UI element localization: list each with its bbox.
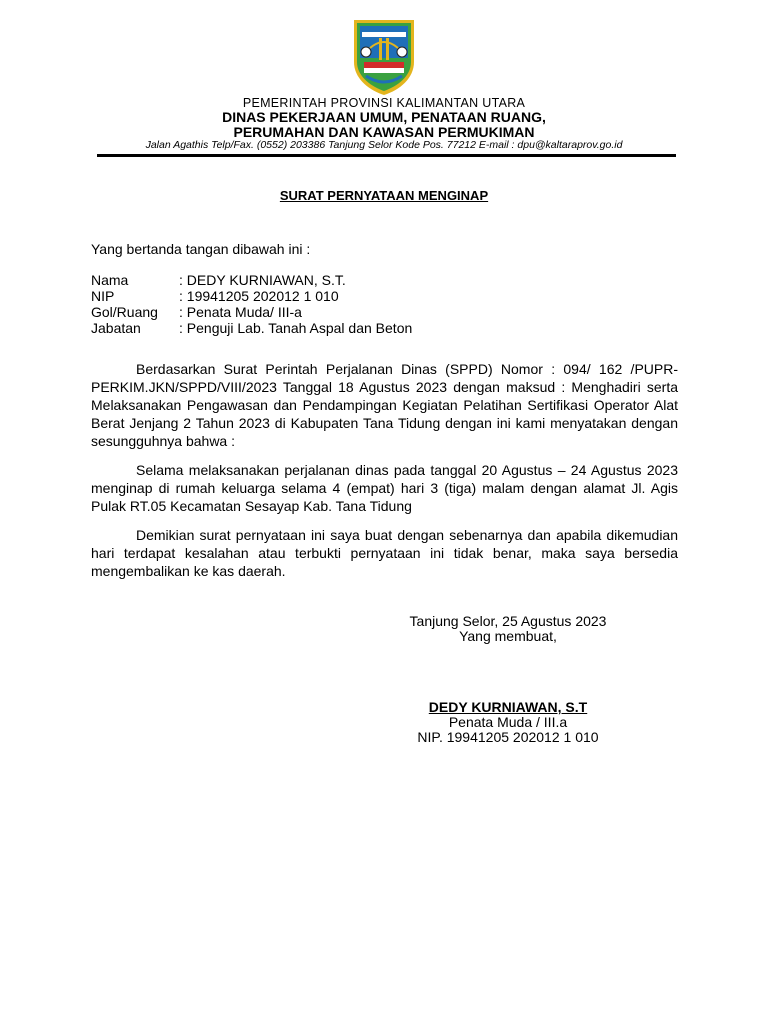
- paragraph-basis: Berdasarkan Surat Perintah Perjalanan Dinas (SPPD) Nomor : 094/ 162 /PUPR-PERKIM.JKN/SPPD/VIII/2023 Tanggal 18 Agustus 2023 dengan maksud : Menghadiri serta Melaksanakan Pengawasan dan Pendampingan Kegiatan Pelatihan Sertifikasi Operator Alat Berat Jenjang 2 Tahun 2023 di Kabupaten Tana Tidung dengan ini kami menyatakan dengan sesungguhnya bahwa :: [91, 361, 678, 449]
- provincial-emblem-icon: [348, 18, 420, 96]
- header-agency-name-line1: DINAS PEKERJAAN UMUM, PENATAAN RUANG,: [222, 109, 546, 125]
- document-title: SURAT PERNYATAAN MENGINAP: [279, 188, 489, 203]
- identity-label: NIP: [91, 288, 115, 304]
- identity-row-name: [91, 272, 346, 288]
- paragraph-statement: Selama melaksanakan perjalanan dinas pada tanggal 20 Agustus – 24 Agustus 2023 menginap di rumah keluarga selama 4 (empat) hari 3 (tiga) malam dengan alamat Jl. Agis Pulak RT.05 Kecamatan Sesayap Kab. Tana Tidung: [91, 462, 678, 514]
- signatory-nip: NIP. 19941205 202012 1 010: [417, 729, 599, 745]
- header-government-name: PEMERINTAH PROVINSI KALIMANTAN UTARA: [242, 96, 526, 110]
- signature-maker-label: Yang membuat,: [459, 628, 557, 644]
- identity-value: : Penguji Lab. Tanah Aspal dan Beton: [179, 320, 413, 336]
- signatory-rank: Penata Muda / III.a: [448, 714, 568, 730]
- header-divider: [97, 154, 676, 157]
- signature-place-date: Tanjung Selor, 25 Agustus 2023: [409, 613, 607, 629]
- paragraph-closing: Demikian surat pernyataan ini saya buat dengan sebenarnya dan apabila dikemudian hari terdapat kesalahan atau terbukti pernyataan ini tidak benar, maka saya bersedia mengembalikan ke kas daerah.: [91, 527, 678, 579]
- intro-text: Yang bertanda tangan dibawah ini :: [91, 241, 311, 257]
- header-address: Jalan Agathis Telp/Fax. (0552) 203386 Tanjung Selor Kode Pos. 77212 E-mail : dpu@kaltaraprov.go.id: [145, 139, 623, 151]
- identity-row-rank: [91, 304, 302, 320]
- identity-row-position: [91, 320, 412, 336]
- header-agency-name-line2: PERUMAHAN DAN KAWASAN PERMUKIMAN: [233, 124, 535, 140]
- identity-label: Nama: [91, 272, 129, 288]
- identity-value: : 19941205 202012 1 010: [179, 288, 339, 304]
- identity-row-nip: [91, 288, 339, 304]
- identity-value: : Penata Muda/ III-a: [179, 304, 302, 320]
- identity-label: Jabatan: [91, 320, 141, 336]
- identity-label: Gol/Ruang: [91, 304, 158, 320]
- signatory-name: DEDY KURNIAWAN, S.T: [428, 699, 588, 715]
- identity-value: : DEDY KURNIAWAN, S.T.: [179, 272, 346, 288]
